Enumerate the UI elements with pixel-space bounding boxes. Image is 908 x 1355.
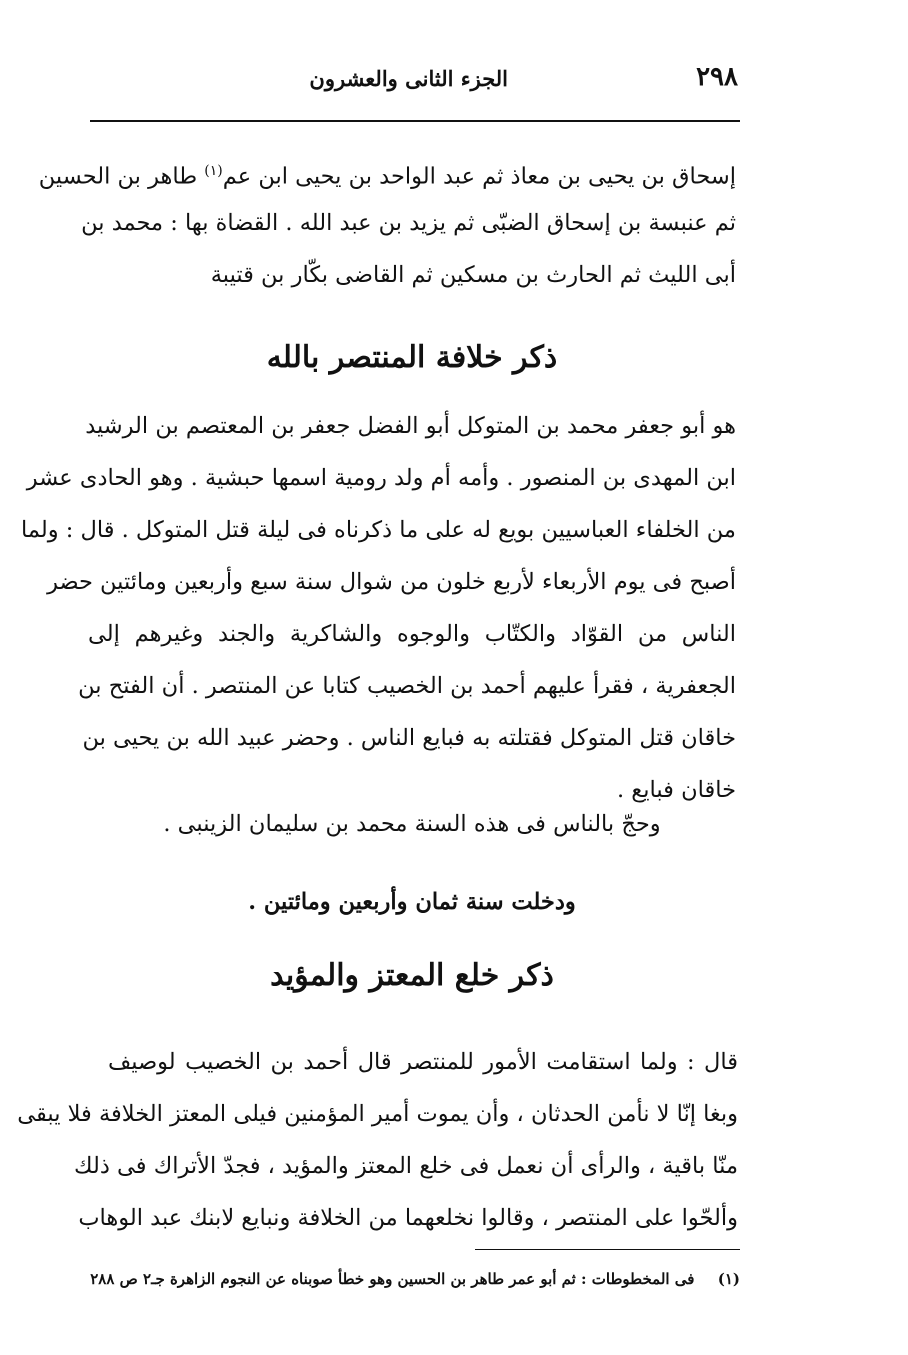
s2-line-3: منّا باقية ، والرأى أن نعمل فى خلع المعتز والمؤيد ، فجدّ الأتراك فى ذلك <box>74 1153 738 1179</box>
s1-line-5: الناس من القوّاد والكتّاب والوجوه والشاكرية والجند وغيرهم إلى <box>88 621 736 647</box>
intro-line-2: ثم عنبسة بن إسحاق الضبّى ثم يزيد بن عبد الله . القضاة بها : محمد بن <box>81 210 736 236</box>
pilgrimage-note: وحجّ بالناس فى هذه السنة محمد بن سليمان الزينبى . <box>163 811 661 837</box>
s1-line-1: هو أبو جعفر محمد بن المتوكل أبو الفضل جعفر بن المعتصم بن الرشيد <box>85 413 736 439</box>
s1-line-8: خاقان فبايع . <box>617 777 736 803</box>
section-heading-deposition: ذكر خلع المعتز والمؤيد <box>270 958 554 993</box>
footnote-text: فى المخطوطات : ثم أبو عمر طاهر بن الحسين وهو خطأ صوبناه عن النجوم الزاهرة جـ٢ ص ٢٨٨ <box>90 1270 695 1288</box>
s1-line-7: خاقان قتل المتوكل فقتلته به فبايع الناس . وحضر عبيد الله بن يحيى بن <box>82 725 736 751</box>
page-header <box>90 62 738 102</box>
section-heading-muntasir: ذكر خلافة المنتصر بالله <box>266 340 558 375</box>
intro-line-3: أبى الليث ثم الحارث بن مسكين ثم القاضى بكّار بن قتيبة <box>210 262 736 288</box>
footnote-reference[interactable]: (١) <box>204 163 223 179</box>
s2-line-2: وبغا إنّا لا نأمن الحدثان ، وأن يموت أمير المؤمنين فيلى المعتز الخلافة فلا يبقى <box>17 1101 738 1127</box>
footnote <box>90 1270 740 1288</box>
s2-line-1: قال : ولما استقامت الأمور للمنتصر قال أحمد بن الخصيب لوصيف <box>108 1049 738 1075</box>
page-number: ٢٩٨ <box>696 62 738 92</box>
year-entry: ودخلت سنة ثمان وأربعين ومائتين . <box>248 889 576 915</box>
s1-line-6: الجعفرية ، فقرأ عليهم أحمد بن الخصيب كتابا عن المنتصر . أن الفتح بن <box>78 673 736 699</box>
intro-line-1: إسحاق بن يحيى بن معاذ ثم عبد الواحد بن يحيى ابن عم$^{(١)}$ طاهر بن الحسين <box>38 163 736 190</box>
s1-line-3: من الخلفاء العباسيين بويع له على ما ذكرناه فى ليلة قتل المتوكل . قال : ولما <box>21 517 736 543</box>
footnote-marker: (١) <box>717 1270 740 1288</box>
s1-line-4: أصبح فى يوم الأربعاء لأربع خلون من شوال سنة سبع وأربعين ومائتين حضر <box>47 569 736 595</box>
section2-paragraph <box>17 1036 738 1244</box>
running-title: الجزء الثانى والعشرون <box>309 66 508 91</box>
header-rule <box>90 120 740 122</box>
intro-paragraph <box>38 145 736 301</box>
section1-paragraph <box>21 400 736 816</box>
s2-line-4: وألحّوا على المنتصر ، وقالوا نخلعهما من الخلافة ونبايع لابنك عبد الوهاب <box>78 1205 738 1231</box>
footnote-rule <box>475 1249 740 1250</box>
s1-line-2: ابن المهدى بن المنصور . وأمه أم ولد رومية اسمها حبشية . وهو الحادى عشر <box>26 465 736 491</box>
